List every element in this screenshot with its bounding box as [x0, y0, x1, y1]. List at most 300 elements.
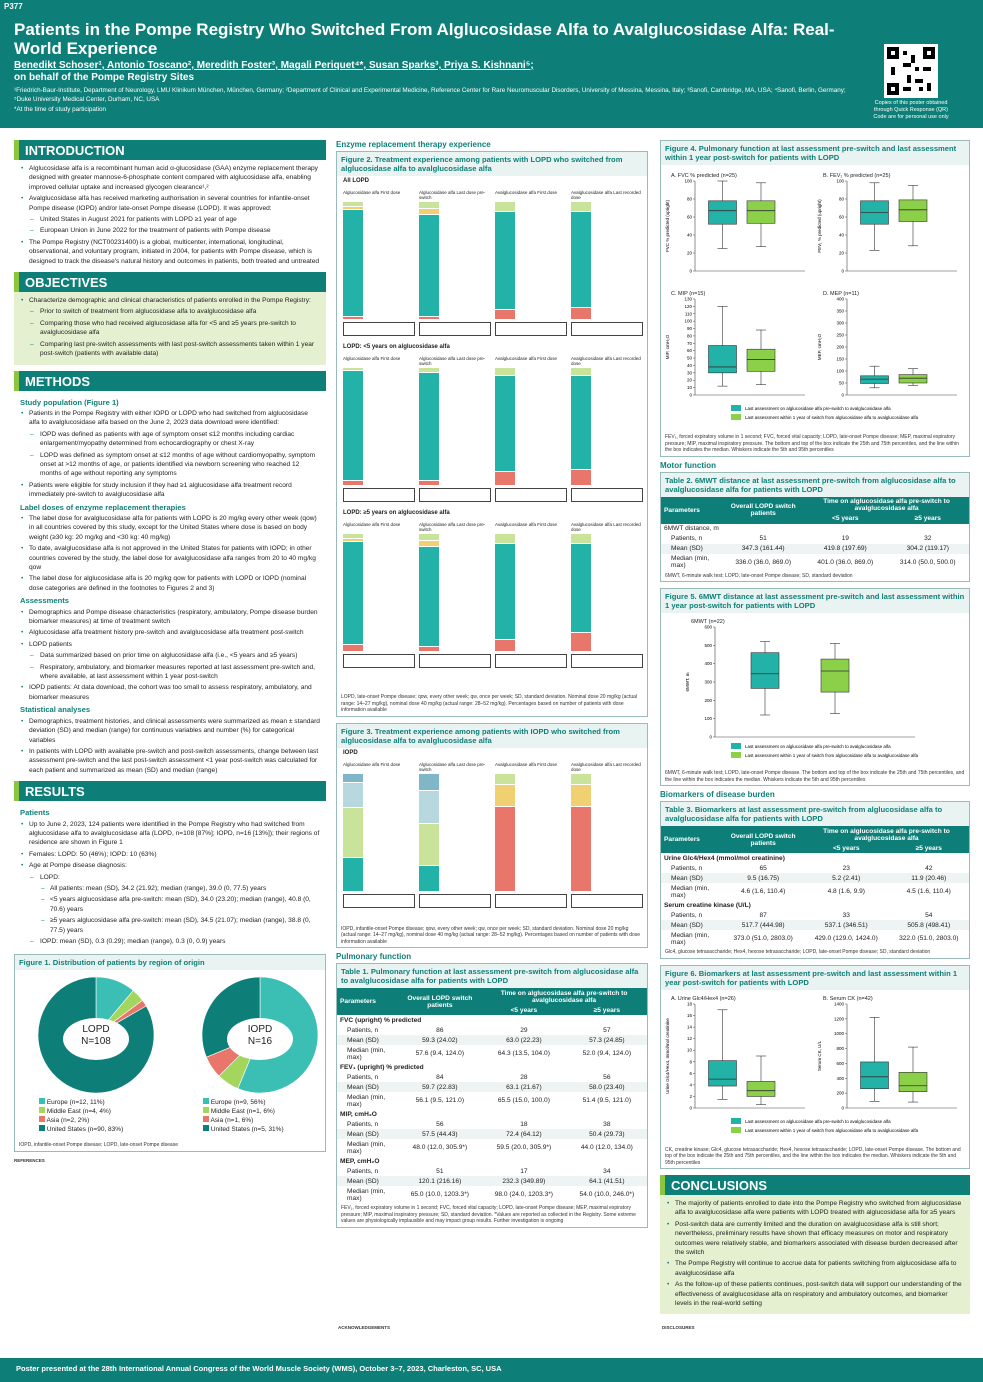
- bar-column-head: Avalglucosidase alfa First dose: [495, 356, 557, 361]
- y-tick-label: 20: [686, 250, 692, 256]
- conclusions-heading: CONCLUSIONS: [660, 1175, 970, 1195]
- bar-segment: [343, 542, 363, 644]
- th-ge5: ≥5 years: [889, 843, 969, 853]
- objective-item: • Characterize demographic and clinical characteristics of patients enrolled in the Pompe Registry:: [20, 296, 320, 305]
- table-row: [661, 863, 969, 873]
- bar-segment: [419, 647, 439, 652]
- stacked-bar: [495, 202, 515, 320]
- table2-panel: [660, 472, 970, 583]
- th-overall: Overall LOPD switch patients: [399, 988, 481, 1015]
- lopd-legend: [39, 1098, 123, 1134]
- y-tick-label: 80: [686, 333, 692, 339]
- table-cell: 4.8 (1.6, 9.9): [827, 888, 865, 895]
- bar-summary-box: [419, 322, 491, 336]
- table-cell: 63.0 (22.23): [481, 1035, 567, 1045]
- table-cell: Mean (SD): [337, 1035, 399, 1045]
- bar-column-head: Avalglucosidase alfa Last recorded dose: [571, 761, 641, 772]
- methods-dash: – Data summarized based on prior time on alglucosidase alfa (i.e., <5 years and ≥5 years): [20, 651, 320, 660]
- bar-segment: [419, 534, 439, 541]
- y-tick-label: 60: [838, 214, 844, 220]
- bar-segment: [419, 373, 439, 480]
- results-subheading: Patients: [20, 808, 50, 818]
- results-dash: – IOPD: mean (SD), 0.3 (0.29); median (range), 0.3 (0, 0.9) years: [20, 937, 320, 946]
- table-cell: 59.5 (20.0, 305.9*): [496, 1144, 552, 1151]
- th-time: Time on alglucosidase alfa pre-switch to avalglucosidase alfa: [804, 497, 969, 514]
- stacked-bar: [343, 368, 363, 486]
- table-row: [661, 544, 969, 554]
- y-axis-label: MEP, cmH₂O: [817, 333, 822, 361]
- y-tick-label: 0: [689, 1105, 692, 1110]
- legend-text: Middle East (n=1, 6%): [210, 1108, 275, 1116]
- y-tick-label: 80: [686, 196, 692, 202]
- bar-summary-box: [495, 654, 567, 668]
- table-row: [661, 930, 969, 947]
- bar-segment: [571, 376, 591, 470]
- bar-summary-box: [571, 894, 643, 908]
- bar-column-head: Alglucosidase alfa Last dose pre-switch: [419, 761, 486, 772]
- table-cell: 505.8 (498.41): [889, 920, 969, 930]
- y-tick-label: 0: [841, 1105, 844, 1110]
- table-cell: 59.7 (22.83): [399, 1082, 481, 1092]
- table-cell: 48.0 (12.0, 305.9*): [412, 1144, 468, 1151]
- y-tick-label: 200: [836, 344, 844, 350]
- table-cell: 419.8 (197.69): [804, 544, 887, 554]
- bar-summary-box: [495, 488, 567, 502]
- legend-text: Last assessment on alglucosidase alfa pre-switch to avalglucosidase alfa: [745, 406, 891, 411]
- intro-item: • Alglucosidase alfa is a recombinant human acid α-glucosidase (GAA) enzyme replacement therapy designed with greater mannose-6-phosphate content compared with alglucosidase alfa, enabling improved cellular uptake and increased glycogen clearance¹,²: [20, 164, 320, 192]
- table-cell: Median (min, max): [347, 1093, 386, 1108]
- bar-summary-box: [343, 894, 415, 908]
- bar-column-head: Alglucosidase alfa Last dose pre-switch: [419, 522, 486, 532]
- methods-subheading: Study population (Figure 1): [20, 397, 119, 407]
- table-cell: 33: [842, 911, 850, 919]
- table-cell: Mean (SD): [337, 1176, 399, 1186]
- table-group-label: Serum creatine kinase (U/L): [664, 901, 751, 909]
- th-param: Parameters: [661, 826, 722, 853]
- results-subdash: – ≥5 years alglucosidase alfa pre-switch: mean (SD), 34.5 (21.07); median (range), 38.8 (0, 77.5) years: [20, 916, 320, 935]
- table-cell: Patients, n: [671, 535, 703, 542]
- table2-footnote: 6MWT, 6-minute walk test; LOPD, late-onset Pompe disease; SD, standard deviation: [665, 572, 853, 579]
- y-tick-label: 100: [836, 368, 844, 374]
- panel-title: A. FVC % predicted (n=25): [671, 173, 737, 179]
- bar-column-head: Avalglucosidase alfa Last recorded dose: [571, 522, 641, 532]
- bar-segment: [343, 317, 363, 320]
- table-row: [661, 873, 969, 883]
- bar-segment: [419, 317, 439, 320]
- y-tick-label: 0: [841, 268, 844, 274]
- bar-column-head: Avalglucosidase alfa First dose: [495, 190, 557, 195]
- bar-group-label: LOPD: <5 years on alglucosidase alfa: [343, 344, 450, 350]
- table-cell: 4.5 (1.6, 110.4): [906, 888, 951, 895]
- qr-code[interactable]: [884, 44, 938, 98]
- y-tick-label: 60: [686, 214, 692, 220]
- panel-title: B. Serum CK (n=42): [823, 995, 873, 1002]
- legend-swatch: [731, 405, 741, 411]
- bar-column-head: Alglucosidase alfa Last dose pre-switch: [419, 190, 486, 200]
- lopd-label: LOPD: [82, 1024, 110, 1036]
- legend-text: Last assessment on alglucosidase alfa pre-switch to avalglucosidase alfa: [745, 1118, 891, 1124]
- bar-group-label: LOPD: ≥5 years on alglucosidase alfa: [343, 510, 450, 516]
- intro-item: • Avalglucosidase alfa has received marketing authorisation in several countries for infantile-onset Pompe disease (IOPD) and/or late-onset Pompe disease (LOPD). It was approved:: [20, 194, 320, 213]
- bar-summary-box: [495, 322, 567, 336]
- stacked-bar: [343, 774, 363, 892]
- table-group-label: FVC (upright) % predicted: [340, 1016, 422, 1024]
- bar-segment: [343, 858, 363, 892]
- box: [747, 201, 775, 224]
- box: [899, 375, 927, 383]
- results-item: • Age at Pompe disease diagnosis:: [20, 861, 320, 870]
- stacked-bar: [495, 368, 515, 486]
- stacked-bar: [419, 368, 439, 486]
- table2: [661, 497, 969, 571]
- acknowledgements-heading: ACKNOWLEDGEMENTS: [338, 1325, 390, 1330]
- bar-segment: [419, 791, 439, 825]
- stacked-bar: [343, 534, 363, 652]
- references-heading: REFERENCES: [14, 1157, 45, 1163]
- bar-segment: [419, 481, 439, 486]
- box: [709, 201, 737, 224]
- y-tick-label: 2: [689, 1093, 692, 1099]
- figure3-panel: [336, 723, 648, 949]
- figure6-footnote: CK, creatine kinase; Glc4, glucose tetrasaccharide; Hex4, hexose tetrasaccharide; LOPD, late-onset Pompe disease. The bottom and top of the box indicate the 25th and 75th percentiles, and the line within the box indicates the median. Whiskers indicate the 5th and 95th percentiles: [665, 1146, 961, 1166]
- figure3-footnote: IOPD, infantile-onset Pompe disease; qow, every other week; qw, once per week; SD, standard deviation. Nominal dose 20 mg/kg (actual range: 14–27 mg/kg), nominal dose 40 mg/kg (actual range: 28–52 mg/kg). Percentages based on number of patients with dose information available: [341, 925, 641, 945]
- methods-dash: – LOPD was defined as symptom onset at ≤12 months of age without cardiomyopathy, symptom onset at >12 months of age, or patients identified via newborn screening who reached 12 months of age without reporting any symptoms: [20, 451, 320, 479]
- table-cell: 50.4 (29.73): [567, 1129, 647, 1139]
- bar-segment: [571, 202, 591, 212]
- table-cell: 63.1 (21.67): [481, 1082, 567, 1092]
- y-tick-label: 14: [686, 1024, 692, 1030]
- table-cell: 57.6 (9.4, 124.0): [415, 1050, 465, 1057]
- th-overall: Overall LOPD switch patients: [722, 826, 804, 853]
- y-axis-label: 6MWT, m: [685, 672, 690, 692]
- figure1-footnote: IOPD, infantile-onset Pompe disease; LOPD, late-onset Pompe disease: [19, 1142, 178, 1149]
- table-cell: 34: [603, 1167, 611, 1175]
- y-tick-label: 150: [836, 356, 844, 362]
- figure6-boxplots: [661, 990, 969, 1140]
- table-row: [661, 883, 969, 900]
- figure4-footnote: FEV₁, forced expiratory volume in 1 second; FVC, forced vital capacity; LOPD, late-onset Pompe disease; MEP, maximal expiratory pressure; MIP, maximal inspiratory pressure. The bottom and top of the box indicate the 25th and 75th percentiles, and the line within the box indicates the median. Whiskers indicate the 5th and 95th percentiles: [665, 434, 959, 453]
- y-tick-label: 20: [686, 377, 692, 383]
- motor-heading: Motor function: [660, 460, 716, 470]
- lopd-n: N=108: [81, 1036, 111, 1048]
- iopd-n: N=16: [247, 1036, 273, 1048]
- table-cell: 42: [925, 864, 933, 872]
- bar-segment: [419, 547, 439, 647]
- stacked-bar: [495, 774, 515, 892]
- conclusion-item: • The Pompe Registry will continue to accrue data for patients switching from alglucosidase alfa to avalglucosidase alfa: [666, 1259, 964, 1278]
- bar-segment: [571, 308, 591, 320]
- figure4-panel: [660, 140, 970, 457]
- bar-column-head: Avalglucosidase alfa Last recorded dose: [571, 356, 641, 366]
- author-list: Benedikt Schoser¹, Antonio Toscano², Meredith Foster³, Magali Periquet⁴*, Susan Sparks³, Priya S. Kishnani⁵;: [14, 60, 534, 71]
- methods-item: • LOPD patients: [20, 640, 320, 649]
- table-cell: 401.0 (36.0, 869.0): [817, 558, 874, 566]
- y-tick-label: 400: [836, 296, 844, 302]
- authors: [14, 60, 534, 84]
- y-tick-label: 40: [686, 232, 692, 238]
- affiliation-note: *At the time of study participation: [14, 106, 107, 113]
- bar-segment: [419, 215, 439, 317]
- methods-item: • Alglucosidase alfa treatment history pre-switch and avalglucosidase alfa treatment post-switch: [20, 628, 320, 637]
- poster-code: P377: [4, 2, 23, 11]
- table-cell: 29: [520, 1026, 528, 1034]
- y-axis-label: Urine Glc4/Hex4, mmol/mol creatinine: [665, 1017, 670, 1094]
- intro-dash: – European Union in June 2022 for the treatment of patients with Pompe disease: [20, 226, 320, 235]
- table-cell: 65.0 (10.0, 1203.3*): [410, 1191, 469, 1198]
- bar-segment: [495, 774, 515, 785]
- y-tick-label: 40: [686, 362, 692, 368]
- table-row: [337, 1092, 647, 1109]
- table-row: [337, 1176, 647, 1186]
- methods-item: • Demographics and Pompe disease characteristics (respiratory, ambulatory, Pompe disease burden biomarker measures) at time of treatment switch: [20, 608, 320, 627]
- table-row: [337, 1025, 647, 1035]
- table-cell: Median (min, max): [347, 1187, 386, 1202]
- objectives-heading: OBJECTIVES: [14, 272, 326, 292]
- stacked-bar: [571, 368, 591, 486]
- bar-summary-box: [343, 654, 415, 668]
- stacked-bar: [343, 202, 363, 320]
- y-tick-label: 100: [836, 178, 844, 184]
- panel-title: C. MIP (n=15): [671, 291, 706, 297]
- results-subdash: – All patients: mean (SD), 34.2 (21.92); median (range), 39.0 (0, 77.5) years: [20, 884, 320, 893]
- y-tick-label: 1200: [833, 1015, 844, 1021]
- bar-segment: [495, 376, 515, 472]
- table-cell: 56: [603, 1073, 611, 1081]
- stacked-bar: [571, 534, 591, 652]
- y-tick-label: 200: [704, 697, 712, 703]
- bar-segment: [571, 785, 591, 807]
- bar-summary-box: [419, 488, 491, 502]
- bar-group-label: IOPD: [343, 749, 358, 756]
- table-row: [337, 1129, 647, 1139]
- table-cell: 373.0 (51.0, 2803.0): [733, 935, 793, 942]
- legend-swatch: [731, 1118, 741, 1124]
- y-tick-label: 1000: [833, 1030, 844, 1036]
- figure4-title: Figure 4. Pulmonary function at last assessment pre-switch and last assessment within 1 year post-switch for patients with LOPD: [661, 141, 969, 165]
- biomarkers-heading: Biomarkers of disease burden: [660, 790, 775, 799]
- bar-summary-box: [571, 654, 643, 668]
- bar-segment: [571, 368, 591, 376]
- th-time: Time on alglucosidase alfa pre-switch to avalglucosidase alfa: [481, 988, 647, 1005]
- table-row: [661, 554, 969, 571]
- table-row: [337, 1072, 647, 1082]
- figure1-title: Figure 1. Distribution of patients by region of origin: [15, 955, 325, 970]
- table3-title: Table 3. Biomarkers at last assessment pre-switch from alglucosidase alfa to avalglucosidase alfa for patients with LOPD: [661, 802, 969, 826]
- table-cell: 44.0 (12.0, 134.0): [580, 1144, 633, 1151]
- table-cell: Patients, n: [347, 1167, 379, 1175]
- table-cell: 72.4 (64.12): [481, 1129, 567, 1139]
- bar-segment: [495, 807, 515, 892]
- y-tick-label: 0: [689, 268, 692, 274]
- box: [861, 376, 889, 384]
- table-row: [337, 1119, 647, 1129]
- table-cell: 57.5 (44.43): [399, 1129, 481, 1139]
- methods-subheading: Assessments: [20, 596, 69, 606]
- stacked-bar: [419, 202, 439, 320]
- table-cell: 51.4 (9.5, 121.0): [582, 1097, 632, 1104]
- figure2-panel: [336, 151, 648, 717]
- bar-segment: [495, 785, 515, 807]
- methods-subheading: Statistical analyses: [20, 705, 91, 715]
- column-middle: [336, 140, 648, 1228]
- y-tick-label: 18: [686, 1001, 692, 1006]
- table-cell: 59.3 (24.02): [399, 1035, 481, 1045]
- bar-segment: [571, 774, 591, 785]
- y-tick-label: 300: [836, 320, 844, 326]
- table-cell: Mean (SD): [337, 1129, 399, 1139]
- legend-text: Asia (n=1, 6%): [210, 1117, 254, 1125]
- table-cell: Patients, n: [347, 1120, 379, 1128]
- bar-segment: [343, 371, 363, 480]
- box: [747, 349, 775, 371]
- table-group-label: FEV₁ (upright) % predicted: [340, 1063, 424, 1071]
- y-tick-label: 12: [686, 1035, 692, 1041]
- methods-item: • The label dose for avalglucosidase alfa for patients with LOPD is 20 mg/kg every other week (qow) in all countries covered by this study, except for the United States where dose is based on body weight (≥30 kg: 20 mg/kg and <30 kg: 40 mg/kg): [20, 514, 320, 542]
- methods-item: • In patients with LOPD with available pre-switch and post-switch assessments, change between last assessment pre-switch and the last post-switch assessment <1 year post-switch was calculated for each patient and summarized as mean (SD) and median (range): [20, 747, 320, 775]
- table-row: [337, 1166, 647, 1176]
- iopd-label: IOPD: [247, 1024, 273, 1036]
- table-row: [661, 910, 969, 920]
- legend-text: Last assessment on alglucosidase alfa pre-switch to avalglucosidase alfa: [745, 744, 891, 749]
- legend-item: [203, 1116, 284, 1125]
- bar-segment: [343, 774, 363, 783]
- bar-summary-box: [571, 322, 643, 336]
- box: [899, 1072, 927, 1091]
- table-cell: 87: [759, 911, 767, 919]
- box: [861, 1061, 889, 1088]
- bar-summary-box: [419, 894, 491, 908]
- y-tick-label: 80: [838, 196, 844, 202]
- table-cell: 56: [436, 1120, 444, 1128]
- th-ge5: ≥5 years: [567, 1005, 647, 1015]
- table-cell: 4.6 (1.6, 110.4): [741, 888, 786, 895]
- bar-column-head: Avalglucosidase alfa First dose: [495, 761, 557, 767]
- table-cell: Patients, n: [347, 1073, 379, 1081]
- th-param: Parameters: [337, 988, 399, 1015]
- figure5-boxplot: [661, 613, 969, 763]
- box: [821, 659, 849, 692]
- poster-footer: Poster presented at the 28th International Annual Congress of the World Muscle Society (WMS), October 3–7, 2023, Charleston, SC, USA: [0, 1358, 983, 1382]
- table-cell: Median (min, max): [671, 884, 710, 899]
- panel-title: D. MEP (n=11): [823, 291, 860, 297]
- bar-column-head: Alglucosidase alfa First dose: [343, 190, 401, 195]
- methods-item: • IOPD patients: At data download, the cohort was too small to assess respiratory, ambulatory, and biomarker measures: [20, 683, 320, 702]
- bar-segment: [495, 640, 515, 652]
- table-cell: 304.2 (119.17): [887, 544, 969, 554]
- table2-title: Table 2. 6MWT distance at last assessment pre-switch from alglucosidase alfa to avalglucosidase alfa for patients with LOPD: [661, 473, 969, 497]
- legend-item: [203, 1098, 284, 1107]
- y-tick-label: 6: [689, 1070, 692, 1076]
- figure5-title: Figure 5. 6MWT distance at last assessment pre-switch and last assessment within 1 year post-switch for patients with LOPD: [661, 589, 969, 613]
- bar-segment: [571, 633, 591, 652]
- bar-segment: [571, 534, 591, 544]
- figure1-panel: [14, 954, 326, 1152]
- column-left: [14, 140, 326, 1163]
- y-tick-label: 40: [838, 232, 844, 238]
- bar-segment: [343, 481, 363, 486]
- y-tick-label: 0: [689, 392, 692, 398]
- table-cell: 64.3 (13.5, 104.0): [497, 1050, 550, 1057]
- table-cell: Mean (SD): [337, 1082, 399, 1092]
- bar-column-head: Avalglucosidase alfa First dose: [495, 522, 557, 527]
- table-cell: 54.0 (10.0, 246.0*): [579, 1191, 635, 1198]
- table-row: [337, 1082, 647, 1092]
- legend-text: Europe (n=9, 56%): [210, 1099, 266, 1107]
- table-cell: 64.1 (41.51): [567, 1176, 647, 1186]
- affiliations: ¹Friedrich-Baur-Institute, Department of Neurology, LMU Klinikum München, München, Germany; ²Department of Clinical and Experimental Medicine, Reference Center for Rare Neuromuscular Disorders, University of Messina, Messina, Italy; ³Sanofi, Cambridge, MA, USA; ⁴Sanofi, Berlin, Germany; ⁵Duke University Medical Center, Durham, NC, USA: [14, 87, 846, 103]
- box: [709, 346, 737, 373]
- legend-text: Last assessment within 1 year of switch from alglucosidase alfa to avalglucosidase alfa: [745, 415, 919, 420]
- y-tick-label: 100: [684, 178, 692, 184]
- pulmonary-heading: Pulmonary function: [336, 952, 412, 961]
- th-param: Parameters: [661, 497, 722, 524]
- y-axis-label: FVC % predicted (upright): [665, 199, 670, 253]
- conclusions-body: [660, 1195, 970, 1314]
- methods-item: • Demographics, treatment histories, and clinical assessments were summarized as mean ± standard deviation (SD) and median (range) for continuous variables and number (%) for categorical variables: [20, 717, 320, 745]
- table-row: [337, 1035, 647, 1045]
- bar-summary-box: [495, 894, 567, 908]
- methods-dash: – IOPD was defined as patients with age of symptom onset ≤12 months including cardiac enlargement/myopathy determined from echocardiography or chest X-ray: [20, 430, 320, 449]
- table-cell: 51: [436, 1167, 444, 1175]
- column-right: [660, 140, 970, 1314]
- disclosures-heading: DISCLOSURES: [662, 1325, 695, 1330]
- figure4-boxplots: [661, 165, 969, 427]
- methods-item: • Patients were eligible for study inclusion if they had ≥1 alglucosidase alfa treatment record immediately pre-switch to avalglucosidase alfa: [20, 481, 320, 500]
- bar-summary-box: [343, 322, 415, 336]
- y-tick-label: 70: [686, 340, 692, 346]
- bar-segment: [419, 824, 439, 866]
- table-cell: 23: [842, 864, 850, 872]
- intro-dash: – United States in August 2021 for patients with LOPD ≥1 year of age: [20, 215, 320, 224]
- figure3-bars: [337, 748, 647, 924]
- y-tick-label: 400: [704, 661, 712, 667]
- figure1-charts: [15, 970, 325, 1140]
- table-cell: 347.3 (161.44): [722, 544, 804, 554]
- y-tick-label: 600: [836, 1060, 844, 1066]
- table-group-label: MEP, cmH₂O: [340, 1157, 380, 1165]
- stacked-bar: [419, 534, 439, 652]
- table3-footnote: Glc4, glucose tetrasaccharide; Hex4, hexose tetrasaccharide; LOPD, late-onset Pompe disease; SD, standard deviation: [665, 949, 931, 955]
- table-row: [337, 1186, 647, 1203]
- box: [751, 653, 779, 689]
- references: [14, 1158, 326, 1164]
- bar-segment: [343, 783, 363, 808]
- legend-text: United States (n=90, 83%): [46, 1126, 124, 1134]
- y-tick-label: 8: [689, 1058, 692, 1064]
- bar-segment: [495, 544, 515, 640]
- table-cell: Mean (SD): [661, 873, 722, 883]
- table1-panel: [336, 963, 648, 1228]
- table-row: [661, 920, 969, 930]
- methods-item: • To date, avalglucosidase alfa is not approved in the United States for patients with IOPD; in other countries covered by the study, the label dose for avalglucosidase alfa ranges from 20 to 40 mg/kg qow: [20, 544, 320, 572]
- methods-item: • The label dose for alglucosidase alfa is 20 mg/kg qow for patients with LOPD or IOPD (nominal dose categories are defined in the footnotes to Figures 2 and 3): [20, 574, 320, 593]
- bar-segment: [495, 368, 515, 376]
- qr-note: Copies of this poster obtained through Quick Response (QR) Code are for personal use only: [873, 100, 949, 120]
- figure2-title: Figure 2. Treatment experience among patients with LOPD who switched from alglucosidase alfa to avalglucosidase alfa: [337, 152, 647, 176]
- bar-segment: [419, 202, 439, 209]
- legend-text: Last assessment within 1 year of switch from alglucosidase alfa to avalglucosidase alfa: [745, 753, 919, 758]
- table-cell: Median (min, max): [671, 931, 710, 946]
- stacked-bar: [495, 534, 515, 652]
- table-cell: 52.0 (9.4, 124.0): [582, 1050, 632, 1057]
- y-tick-label: 10: [686, 385, 692, 391]
- table-cell: 57.3 (24.85): [567, 1035, 647, 1045]
- figure6-panel: [660, 965, 970, 1170]
- y-tick-label: 130: [684, 296, 692, 302]
- poster-header: [0, 0, 983, 128]
- stacked-bar: [571, 774, 591, 892]
- box: [747, 1081, 775, 1096]
